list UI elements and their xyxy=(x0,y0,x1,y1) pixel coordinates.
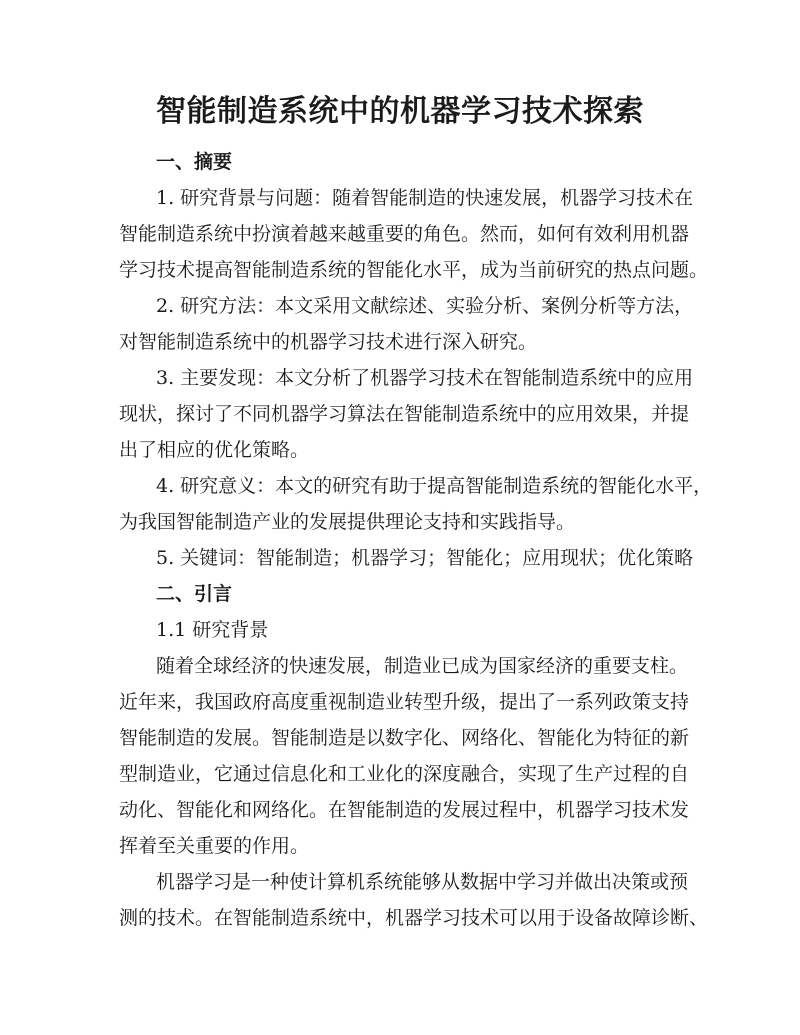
paragraph-2-line-2: 测的技术。在智能制造系统中，机器学习技术可以用于设备故障诊断、 xyxy=(119,907,709,929)
abstract-item-4-line-2: 为我国智能制造产业的发展提供理论支持和实践指导。 xyxy=(119,511,576,533)
document-title: 智能制造系统中的机器学习技术探索 xyxy=(156,94,644,129)
paragraph-2-line-1: 机器学习是一种使计算机系统能够从数据中学习并做出决策或预 xyxy=(156,871,689,893)
paragraph-1-line-3: 智能制造的发展。智能制造是以数字化、网络化、智能化为特征的新 xyxy=(119,727,690,749)
abstract-item-3-line-1: 3. 主要发现：本文分析了机器学习技术在智能制造系统中的应用 xyxy=(156,367,694,389)
abstract-item-1-line-1: 1. 研究背景与问题：随着智能制造的快速发展，机器学习技术在 xyxy=(156,187,694,209)
section-heading-introduction: 二、引言 xyxy=(156,583,233,605)
section-heading-abstract: 一、摘要 xyxy=(156,151,233,173)
paragraph-1-line-1: 随着全球经济的快速发展，制造业已成为国家经济的重要支柱。 xyxy=(156,655,689,677)
abstract-item-1-line-3: 学习技术提高智能制造系统的智能化水平，成为当前研究的热点问题。 xyxy=(119,259,709,281)
paragraph-1-line-6: 挥着至关重要的作用。 xyxy=(119,835,310,857)
abstract-item-2-line-2: 对智能制造系统中的机器学习技术进行深入研究。 xyxy=(119,331,538,353)
abstract-item-4-line-1: 4. 研究意义：本文的研究有助于提高智能制造系统的智能化水平， xyxy=(156,475,713,497)
abstract-item-5-keywords: 5. 关键词：智能制造；机器学习；智能化；应用现状；优化策略 xyxy=(156,547,694,569)
abstract-item-2-line-1: 2. 研究方法：本文采用文献综述、实验分析、案例分析等方法， xyxy=(156,295,694,317)
abstract-item-3-line-2: 现状，探讨了不同机器学习算法在智能制造系统中的应用效果，并提 xyxy=(119,403,690,425)
subsection-heading-research-background: 1.1 研究背景 xyxy=(156,619,269,641)
paragraph-1-line-2: 近年来，我国政府高度重视制造业转型升级，提出了一系列政策支持 xyxy=(119,691,690,713)
abstract-item-3-line-3: 出了相应的优化策略。 xyxy=(119,439,310,461)
paragraph-1-line-5: 动化、智能化和网络化。在智能制造的发展过程中，机器学习技术发 xyxy=(119,799,690,821)
abstract-item-1-line-2: 智能制造系统中扮演着越来越重要的角色。然而，如何有效利用机器 xyxy=(119,223,690,245)
paragraph-1-line-4: 型制造业，它通过信息化和工业化的深度融合，实现了生产过程的自 xyxy=(119,763,690,785)
